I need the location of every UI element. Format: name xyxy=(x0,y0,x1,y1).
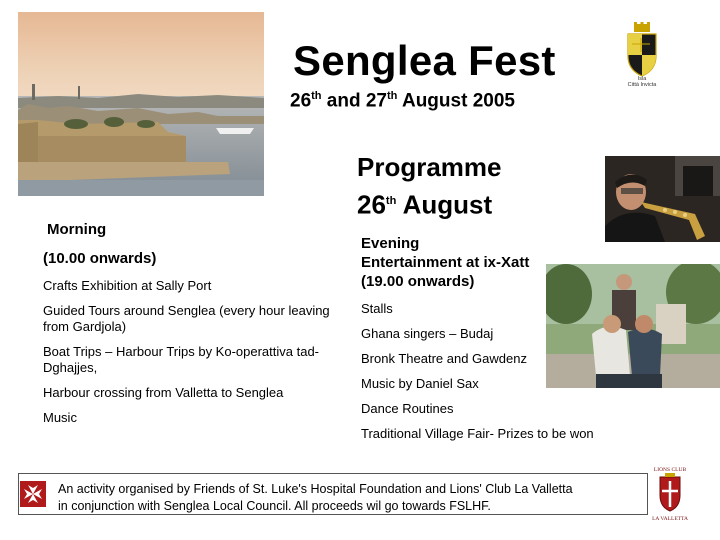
programme-date-num: 26 xyxy=(357,189,386,220)
evening-time: (19.00 onwards) xyxy=(361,273,475,290)
evening-item: Ghana singers – Budaj xyxy=(361,326,494,341)
evening-item: Music by Daniel Sax xyxy=(361,376,479,391)
date-and: and 27 xyxy=(321,90,388,112)
lions-bottom-text: LA VALLETTA xyxy=(652,516,688,522)
evening-item: Dance Routines xyxy=(361,401,454,416)
date-day1: 26 xyxy=(290,90,312,112)
programme-label: Programme xyxy=(357,152,502,182)
programme-date-month: August xyxy=(396,189,493,220)
evening-subheading: Entertainment at ix-Xatt xyxy=(361,254,530,271)
maltese-cross-icon xyxy=(20,481,46,507)
crest-caption-line2: Città Invicta xyxy=(627,82,657,88)
evening-item: Stalls xyxy=(361,301,393,316)
evening-heading: Evening xyxy=(361,235,420,252)
evening-item: Traditional Village Fair- Prizes to be won xyxy=(361,426,594,441)
footer-line2: in conjunction with Senglea Local Council. All proceeds wil go towards FSLHF. xyxy=(58,499,491,513)
saxophonist-photo xyxy=(605,156,720,242)
page-title: Senglea Fest xyxy=(293,37,556,84)
footer-line1: An activity organised by Friends of St. Luke's Hospital Foundation and Lions' Club La Valletta xyxy=(58,482,573,496)
performers-photo xyxy=(546,264,720,388)
lions-top-text: LIONS CLUB xyxy=(653,467,687,473)
morning-item: Crafts Exhibition at Sally Port xyxy=(43,278,212,293)
programme-date xyxy=(357,184,502,222)
footer-text xyxy=(58,481,648,515)
crest-caption xyxy=(614,76,670,88)
morning-item: Guided Tours around Senglea (every hour leaving from Gardjola) xyxy=(43,303,330,334)
event-dates xyxy=(290,90,515,112)
morning-list xyxy=(43,278,343,435)
morning-item: Harbour crossing from Valletta to Senglea xyxy=(43,385,284,400)
morning-item: Music xyxy=(43,410,77,425)
date-day2-suffix: th xyxy=(387,90,398,102)
evening-heading-block xyxy=(361,234,529,291)
date-rest: August 2005 xyxy=(397,90,515,112)
morning-heading: Morning xyxy=(47,221,107,238)
date-day1-suffix: th xyxy=(311,90,322,102)
harbour-photo xyxy=(18,12,264,196)
crest-caption-line1: Isla xyxy=(637,76,647,82)
evening-item: Bronk Theatre and Gawdenz xyxy=(361,351,527,366)
morning-item: Boat Trips – Harbour Trips by Ko-operattiva tad-Dghajjes, xyxy=(43,344,320,375)
morning-time: (10.00 onwards) xyxy=(43,250,157,267)
programme-heading xyxy=(357,150,502,222)
lions-club-logo xyxy=(646,463,694,523)
programme-date-suffix: th xyxy=(385,195,397,207)
